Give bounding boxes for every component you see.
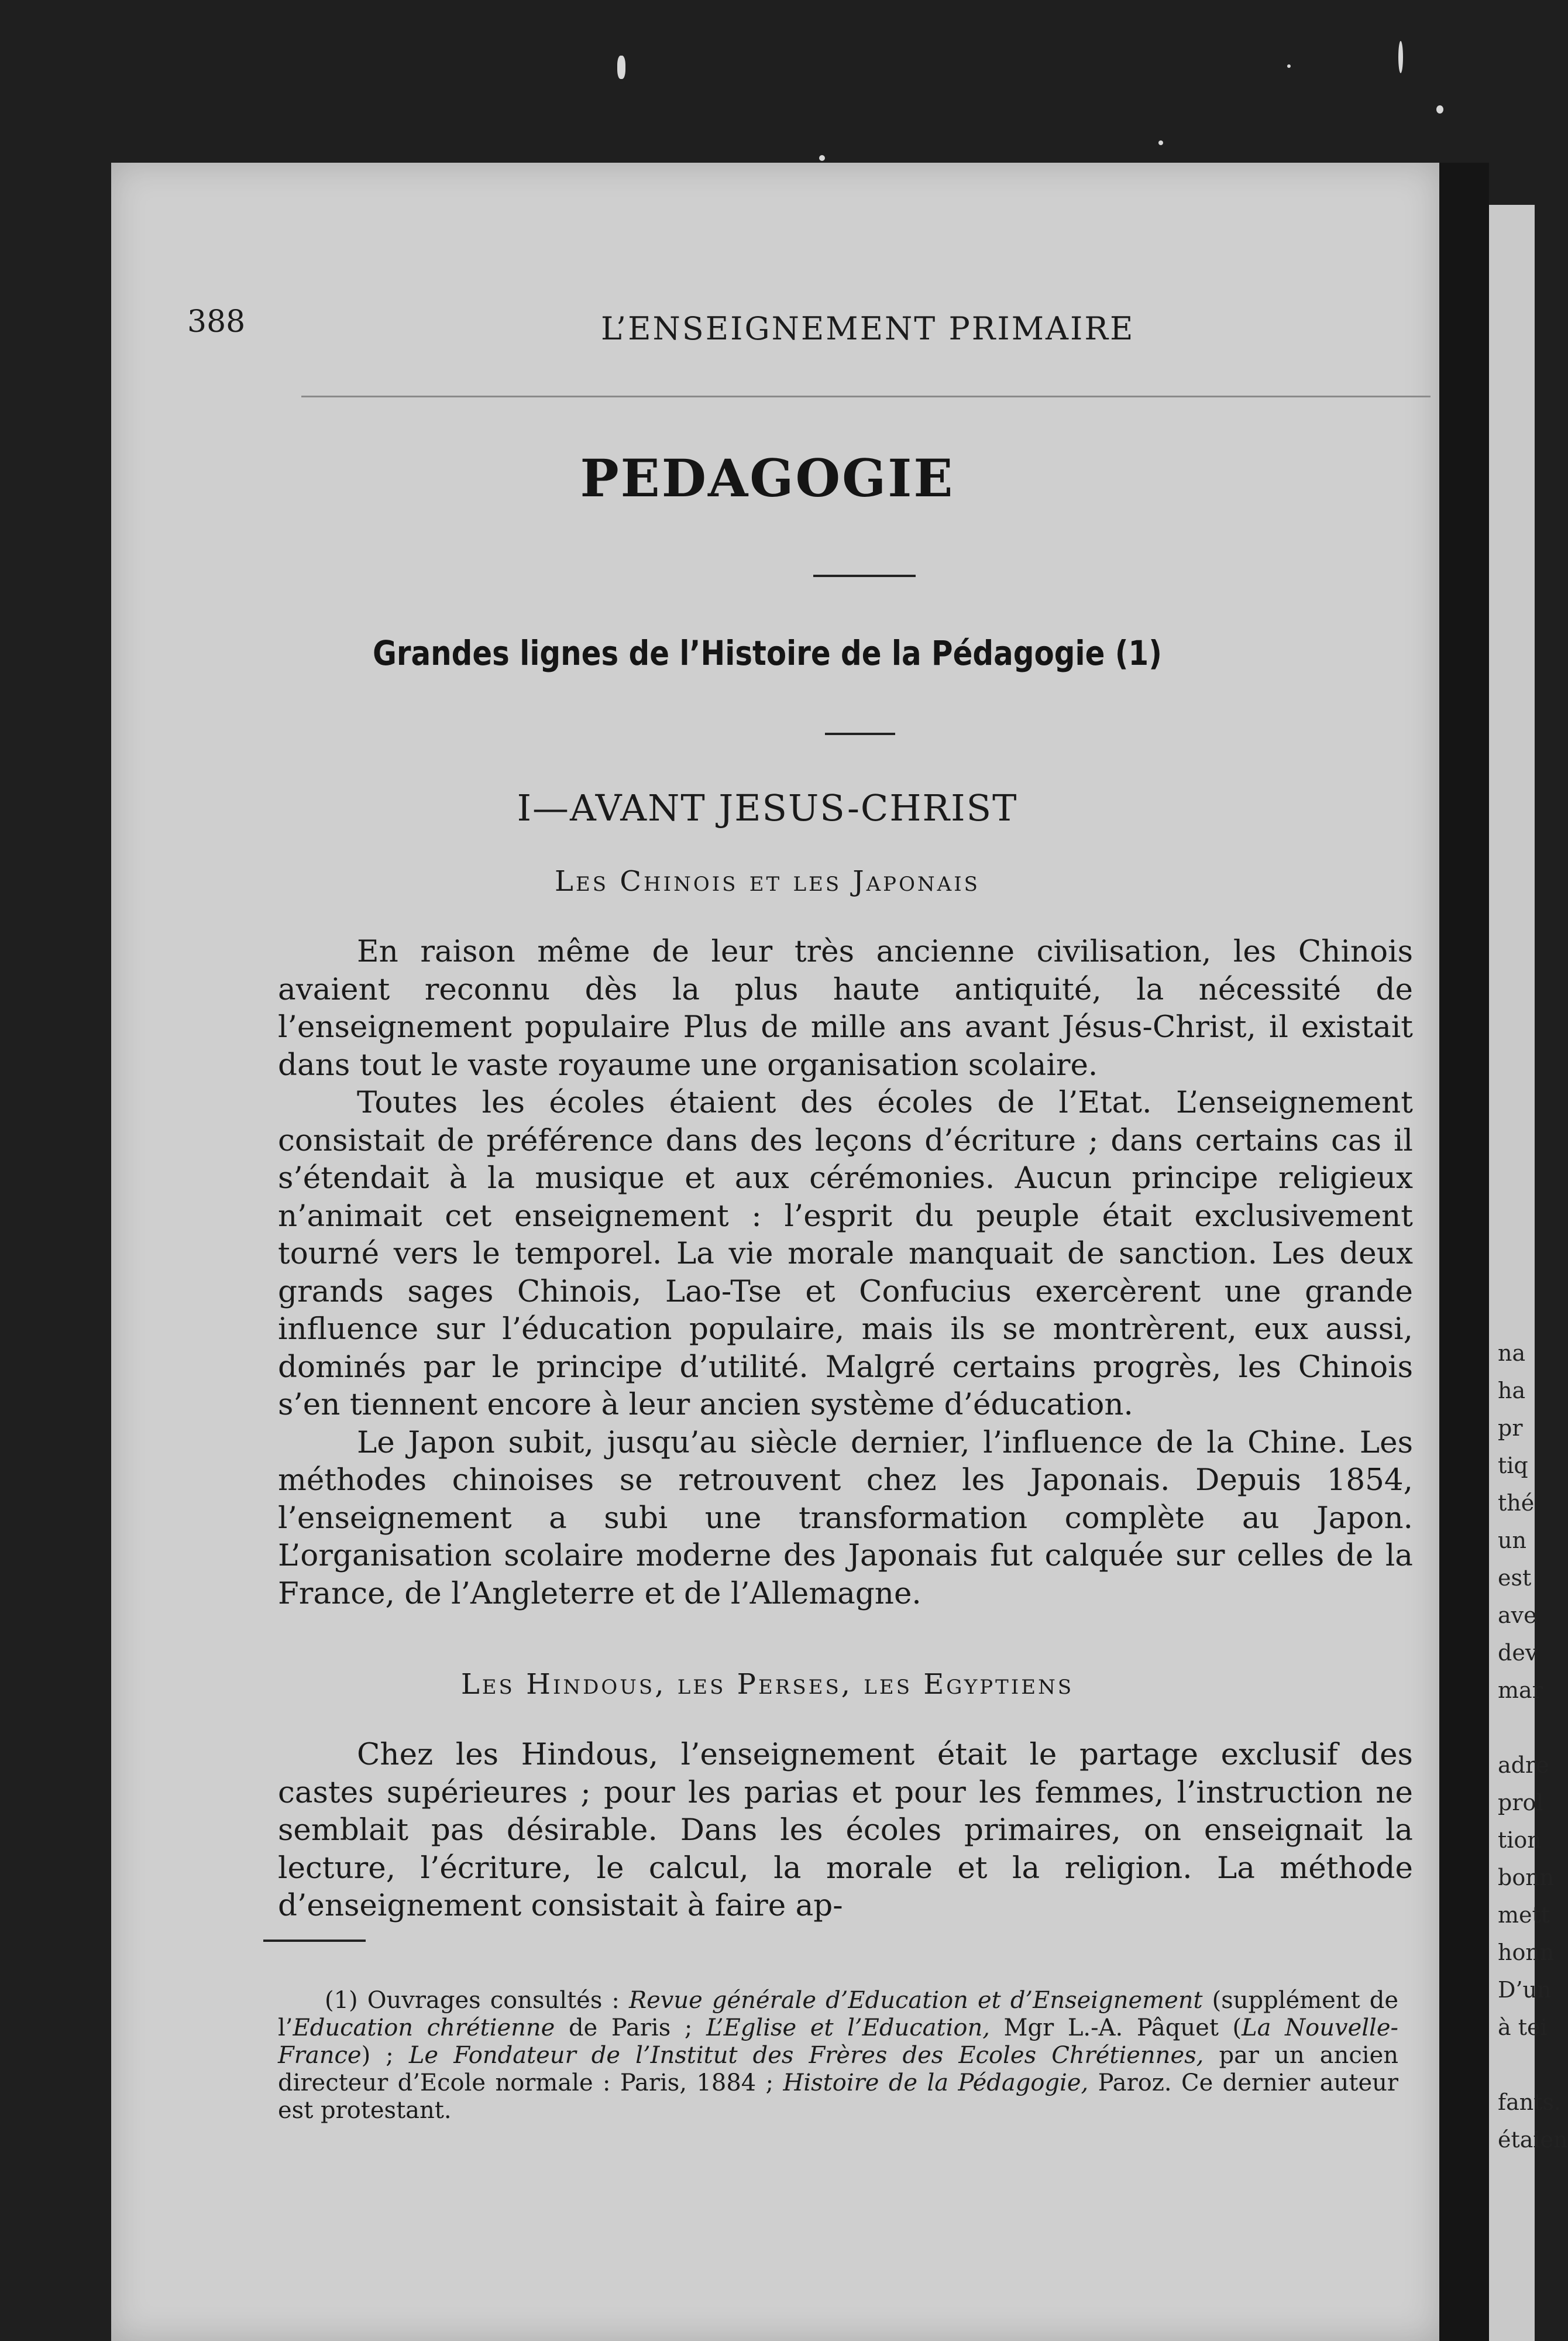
fragment: bonn [1498, 1865, 1555, 1890]
article-subtitle: Grandes lignes de l’Histoire de la Pédagogie (1) [372, 633, 1163, 673]
footnote-marker: (1) [325, 1987, 358, 2014]
body-block-1 [278, 933, 1413, 1612]
fragment: étaien [1498, 2127, 1568, 2153]
subhead-chinois: Les Chinois et les Japonais [555, 865, 980, 898]
page-header [187, 304, 1433, 351]
fragment: mar [1498, 1677, 1543, 1703]
title-rule [813, 575, 916, 577]
body-block-2 [278, 1736, 1413, 1925]
fragment [1498, 2046, 1535, 2083]
paragraph: Le Japon subit, jusqu’au siècle dernier, l’influence de la Chine. Les méthodes chinoises se retrouvent chez les Japonais. Depuis 1854, l’enseignement a subi une transformation complète au Japon. L’organisation scolaire moderne des Japonais fut calquée sur celles de la France, de l’Angleterre et de l’Allemagne. [278, 1424, 1413, 1611]
scan-speck [819, 155, 825, 161]
scan-speck [1436, 105, 1443, 114]
running-title: L’ENSEIGNEMENT PRIMAIRE [601, 310, 1135, 347]
page-number: 388 [187, 304, 246, 339]
fragment: tion [1498, 1827, 1542, 1853]
fragment: à tei [1498, 2014, 1548, 2040]
footnote-text: ) ; [361, 2042, 394, 2069]
footnote-label: Ouvrages consultés : [367, 1987, 620, 2014]
footnote-text: (supplément de l’ [278, 1987, 1399, 2041]
paragraph: Toutes les écoles étaient des écoles de l’Etat. L’enseignement consistait de préférence dans des leçons d’écriture ; dans certains cas il s’étendait à la musique et aux cérémonies. Aucun principe religieux n’animait cet enseignement : l’esprit du peuple était exclusivement tourné vers le temporel. La vie morale manquait de sanction. Les deux grands sages Chinois, Lao-Tse et Confucius exercèrent une grande influence sur l’éducation populaire, mais ils se montrèrent, eux aussi, dominés par le principe d’utilité. Malgré certains progrès, les Chinois s’en tiennent encore à leur ancien système d’éducation. [278, 1085, 1413, 1422]
fragment: tiq [1498, 1453, 1528, 1478]
scan-speck [1398, 41, 1403, 73]
scan-speck [617, 56, 625, 79]
fragment: ha [1498, 1378, 1526, 1403]
fragment: adre [1498, 1752, 1549, 1778]
footnote-work: Histoire de la Pédagogie, [783, 2069, 1089, 2096]
fragment [1498, 1709, 1535, 1746]
paragraph: En raison même de leur très ancienne civilisation, les Chinois avaient reconnu dès la plus haute antiquité, la nécessité de l’enseignement populaire Plus de mille ans avant Jésus-Christ, il existait dans tout le vaste royaume une organisation scolaire. [278, 934, 1413, 1083]
section-heading: I—AVANT JESUS-CHRIST [517, 787, 1018, 829]
fragment: thé [1498, 1490, 1535, 1516]
subhead-hindous: Les Hindous, les Perses, les Egyptiens [460, 1668, 1074, 1701]
fragment: est [1498, 1565, 1532, 1591]
article-title: PEDAGOGIE [580, 448, 955, 509]
fragment: honn [1498, 1940, 1555, 1965]
fragment: fants. [1498, 2089, 1562, 2115]
fragment: ave [1498, 1602, 1537, 1628]
footnote-text: de Paris ; [568, 2014, 693, 2041]
paragraph: Chez les Hindous, l’enseignement était le partage exclusif des castes supérieures ; pour les parias et pour les femmes, l’instruction ne semblait pas désirable. Dans les écoles primaires, on enseignait la lecture, l’écriture, le calcul, la morale et la religion. La méthode d’enseignement consistait à faire ap- [278, 1737, 1413, 1923]
footnote-rule [263, 1940, 366, 1942]
footnote-work: Education chrétienne [293, 2014, 555, 2041]
footnote-text: Mgr L.-A. Pâquet ( [1003, 2014, 1242, 2041]
fragment: mett [1498, 1902, 1550, 1928]
adjacent-page-text [1498, 1334, 1568, 2158]
footnote [278, 1987, 1398, 2124]
footnote-work: La Nouvelle-France [278, 2014, 1399, 2069]
fragment: D’un [1498, 1977, 1552, 2003]
footnote-work: L’Eglise et l’Education, [706, 2014, 990, 2041]
footnote-work: Le Fondateur de l’Institut des Frères des Ecoles Chrétiennes, [408, 2042, 1204, 2069]
scan-speck [1158, 140, 1163, 145]
footnote-text: Paroz. Ce dernier auteur est protestant. [278, 2069, 1399, 2124]
header-rule [301, 396, 1431, 397]
fragment: pr [1498, 1415, 1523, 1441]
fragment: prol [1498, 1790, 1543, 1815]
footnote-work: Revue générale d’Education et d’Enseignement [628, 1987, 1203, 2014]
fragment: un [1498, 1528, 1526, 1553]
fragment: dev [1498, 1640, 1538, 1666]
fragment: na [1498, 1340, 1526, 1366]
scan-speck [1287, 64, 1291, 68]
subtitle-rule [825, 733, 895, 735]
footnote-text: par un ancien directeur d’Ecole normale : Paris, 1884 ; [278, 2042, 1399, 2096]
